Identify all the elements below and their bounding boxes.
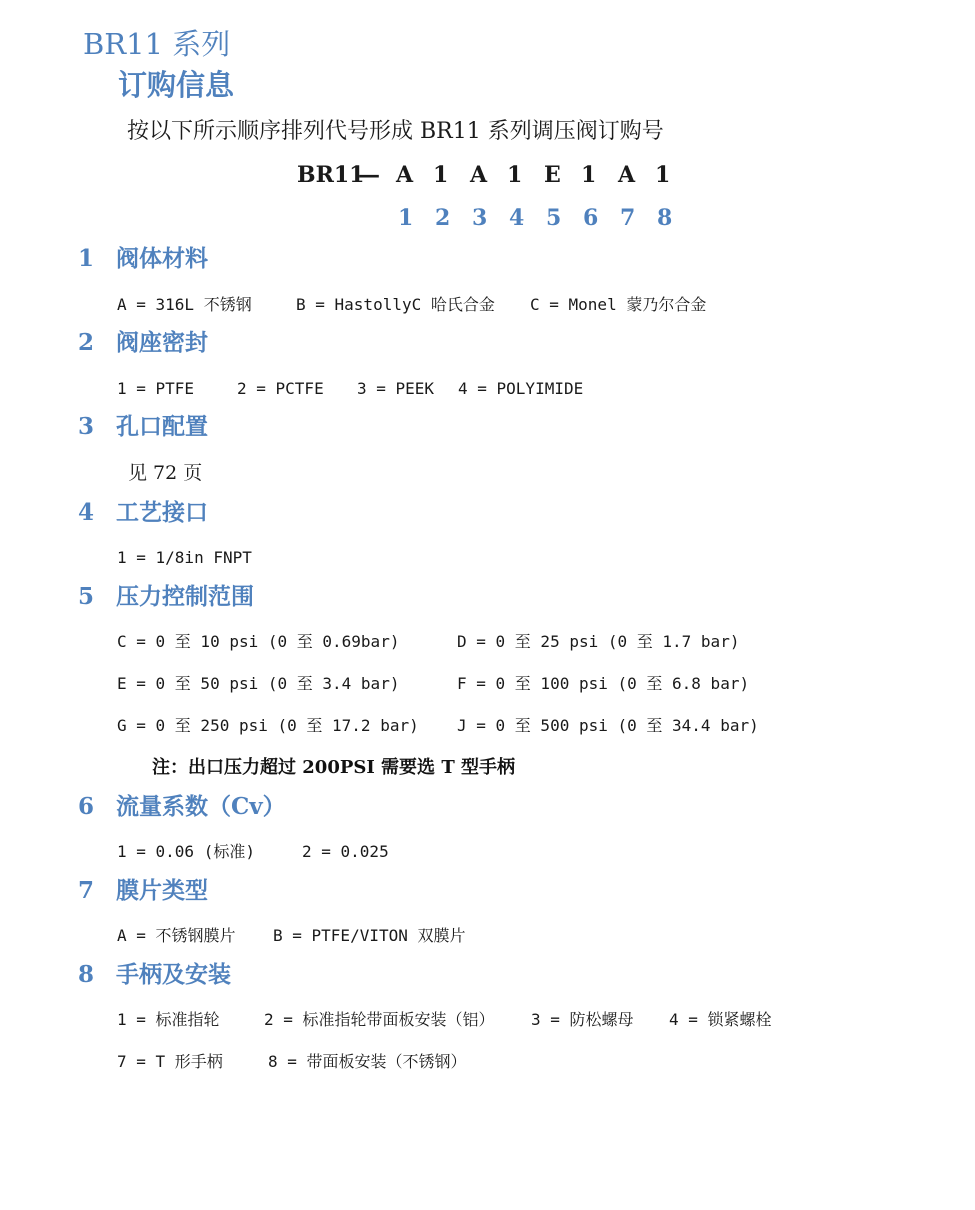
option-text: J = 0 至 500 psi (0 至 34.4 bar): [457, 716, 759, 735]
order-code-char: 1: [581, 162, 597, 188]
section-number: 3: [78, 413, 95, 440]
option-text: 1 = 1/8in FNPT: [117, 548, 252, 567]
order-instruction: 按以下所示顺序排列代号形成 BR11 系列调压阀订购号: [127, 119, 664, 144]
position-number: 4: [509, 205, 525, 231]
option-text: C = Monel 蒙乃尔合金: [530, 295, 707, 314]
section-title: 压力控制范围: [116, 583, 254, 610]
order-code-char: A: [618, 162, 636, 188]
order-code-char: E: [544, 162, 561, 188]
series-title: BR11 系列: [83, 27, 231, 61]
option-text: 1 = PTFE: [117, 379, 195, 398]
option-text: 4 = 锁紧螺栓: [669, 1010, 772, 1029]
section-number: 8: [78, 961, 95, 988]
position-number: 5: [546, 205, 562, 231]
option-text: 8 = 带面板安装（不锈钢）: [268, 1052, 467, 1071]
section-heading-seat-seal: [78, 327, 378, 359]
position-number: 8: [657, 205, 673, 231]
option-text: E = 0 至 50 psi (0 至 3.4 bar): [117, 674, 400, 693]
section-number: 5: [78, 583, 95, 610]
order-code-char: 1: [433, 162, 449, 188]
position-number: 7: [620, 205, 636, 231]
option-text: D = 0 至 25 psi (0 至 1.7 bar): [457, 632, 740, 651]
section-heading-body-material: [78, 243, 378, 275]
option-text: 2 = 0.025: [302, 842, 389, 861]
section-heading-handle-mounting: [78, 959, 378, 991]
section-number: 2: [78, 329, 95, 356]
position-number: 1: [398, 205, 414, 231]
option-text: A = 316L 不锈钢: [117, 295, 252, 314]
option-text: F = 0 至 100 psi (0 至 6.8 bar): [457, 674, 750, 693]
section-number: 7: [78, 877, 95, 904]
section-title: 流量系数（Cv）: [116, 793, 286, 820]
option-text: G = 0 至 250 psi (0 至 17.2 bar): [117, 716, 419, 735]
section-title: 工艺接口: [116, 499, 208, 526]
section-heading-process-port: [78, 497, 378, 529]
section-title: 膜片类型: [116, 877, 208, 904]
order-code-prefix: BR11: [297, 162, 365, 188]
order-code-char: A: [396, 162, 414, 188]
option-text: 1 = 0.06 (标准): [117, 842, 255, 861]
section-heading-diaphragm-type: [78, 875, 378, 907]
option-text: 1 = 标准指轮: [117, 1010, 220, 1029]
section-heading-orifice-config: [78, 411, 378, 443]
option-text: A = 不锈钢膜片: [117, 926, 236, 945]
position-number: 3: [472, 205, 488, 231]
option-text: 7 = T 形手柄: [117, 1052, 223, 1071]
option-text: 2 = PCTFE: [237, 379, 324, 398]
position-number: 2: [435, 205, 451, 231]
order-code-dash: —: [358, 162, 380, 188]
section-title: 阀座密封: [116, 329, 208, 356]
order-code-char: 1: [655, 162, 671, 188]
section-heading-pressure-range: [78, 581, 378, 613]
section-number: 1: [78, 245, 95, 272]
pressure-note: 注：出口压力超过 200PSI 需要选 T 型手柄: [152, 757, 515, 778]
order-code-positions: [0, 202, 975, 232]
section-title: 孔口配置: [116, 413, 208, 440]
section-number: 6: [78, 793, 95, 820]
option-text: 2 = 标准指轮带面板安装（铝）: [264, 1010, 495, 1029]
option-text: 见 72 页: [128, 462, 203, 484]
option-text: C = 0 至 10 psi (0 至 0.69bar): [117, 632, 400, 651]
order-code-char: 1: [507, 162, 523, 188]
order-info-title: 订购信息: [118, 68, 235, 102]
order-code-example: [0, 159, 975, 191]
order-code-char: A: [470, 162, 488, 188]
option-text: B = HastollyC 哈氏合金: [296, 295, 495, 314]
section-number: 4: [78, 499, 95, 526]
option-text: B = PTFE/VITON 双膜片: [273, 926, 466, 945]
option-text: 3 = PEEK: [357, 379, 435, 398]
option-text: 3 = 防松螺母: [531, 1010, 634, 1029]
section-heading-flow-coefficient: [78, 791, 378, 823]
option-text: 4 = POLYIMIDE: [458, 379, 584, 398]
section-title: 阀体材料: [116, 245, 208, 272]
position-number: 6: [583, 205, 599, 231]
section-title: 手柄及安装: [116, 961, 231, 988]
